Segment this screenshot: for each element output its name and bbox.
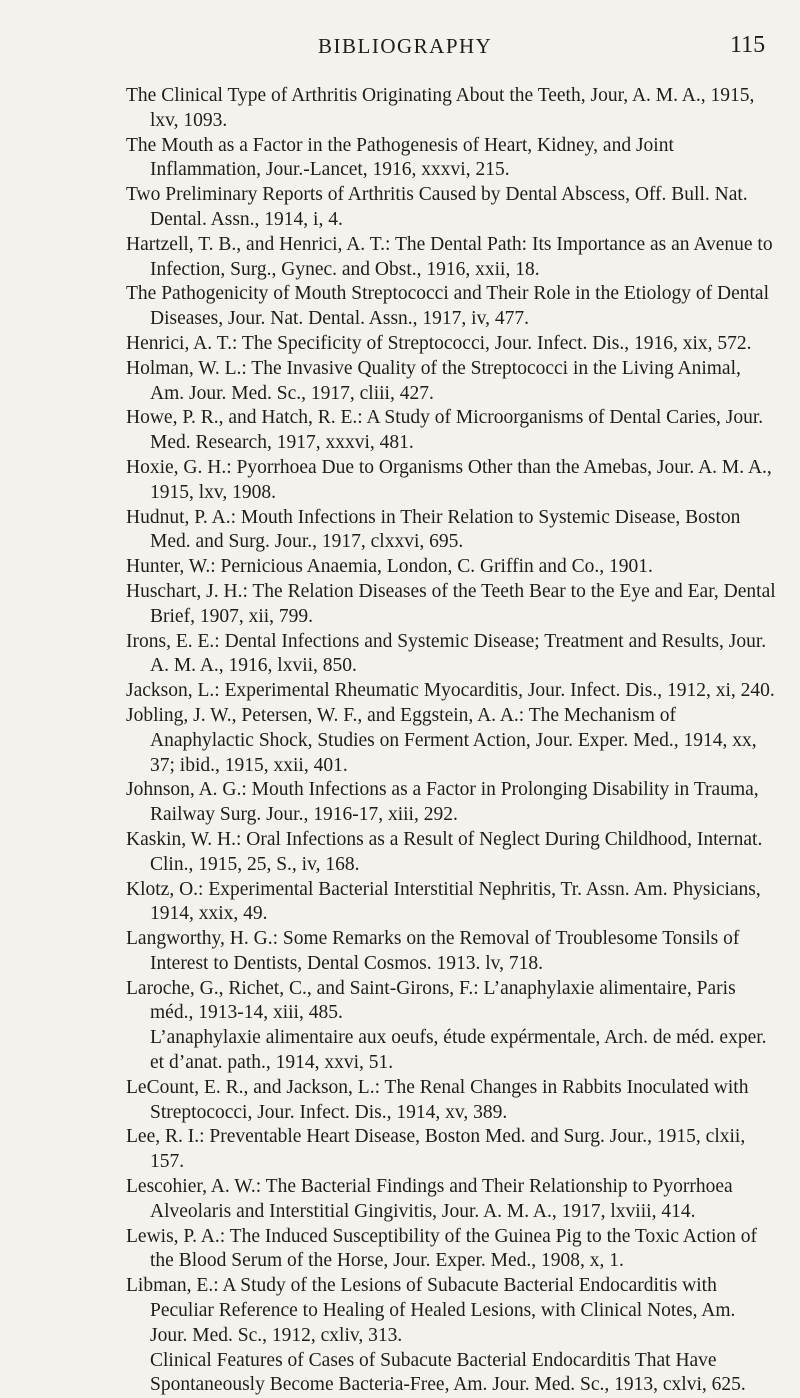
bibliography-entry: Howe, P. R., and Hatch, R. E.: A Study of Microorganisms of Dental Caries, Jour. Med. Research, 1917, xxxvi, 481. [126,407,764,454]
bibliography-entry: Hoxie, G. H.: Pyorrhoea Due to Organisms Other than the Amebas, Jour. A. M. A., 1915, lxv, 1908. [126,456,772,503]
bibliography-entry: Johnson, A. G.: Mouth Infections as a Factor in Prolonging Disability in Trauma, Railway Surg. Jour., 1916-17, xiii, 292. [126,779,759,826]
bibliography-entry: Jackson, L.: Experimental Rheumatic Myocarditis, Jour. Infect. Dis., 1912, xi, 240. [126,680,775,702]
bibliography-entry: L’anaphylaxie alimentaire aux oeufs, étude expérmentale, Arch. de méd. exper. et d’anat. path., 1914, xxvi, 51. [150,1027,767,1074]
bibliography-entry: Henrici, A. T.: The Specificity of Streptococci, Jour. Infect. Dis., 1916, xix, 572. [126,332,752,354]
bibliography-entry: The Clinical Type of Arthritis Originating About the Teeth, Jour, A. M. A., 1915, lxv, 1093. [126,85,755,131]
bibliography-entry: Jobling, J. W., Petersen, W. F., and Eggstein, A. A.: The Mechanism of Anaphylactic Shock, Studies on Ferment Action, Jour. Exper. Med., 1914, xx, 37; ibid., 1915, xxii, 401. [126,704,757,776]
bibliography-entry: Holman, W. L.: The Invasive Quality of the Streptococci in the Living Animal, Am. Jour. Med. Sc., 1917, cliii, 427. [126,357,741,404]
bibliography-entry: Clinical Features of Cases of Subacute Bacterial Endocarditis That Have Spontaneously Become Bacteria-Free, Am. Jour. Med. Sc., 1913, cxlvi, 625. [150,1349,746,1396]
bibliography-entry: Hartzell, T. B., and Henrici, A. T.: The Dental Path: Its Importance as an Avenue to Infection, Surg., Gynec. and Obst., 1916, xxii, 18. [126,233,773,280]
bibliography-entry: Laroche, G., Richet, C., and Saint-Girons, F.: L’anaphylaxie alimentaire, Paris méd., 1913-14, xiii, 485. [126,977,736,1024]
bibliography-entry: The Mouth as a Factor in the Pathogenesis of Heart, Kidney, and Joint Inflammation, Jour.-Lancet, 1916, xxxvi, 215. [126,134,674,181]
bibliography-entry: The Pathogenicity of Mouth Streptococci and Their Role in the Etiology of Dental Diseases, Jour. Nat. Dental. Assn., 1917, iv, 477. [126,283,769,330]
bibliography-entry: Hunter, W.: Pernicious Anaemia, London, C. Griffin and Co., 1901. [126,556,653,578]
bibliography-entry: Two Preliminary Reports of Arthritis Caused by Dental Abscess, Off. Bull. Nat. Dental. Assn., 1914, i, 4. [126,184,748,230]
bibliography-entry: Lescohier, A. W.: The Bacterial Findings and Their Relationship to Pyorrhoea Alveolaris and Interstitial Gingivitis, Jour. A. M. A., 1917, lxviii, 414. [126,1176,733,1222]
bibliography-entry: Klotz, O.: Experimental Bacterial Interstitial Nephritis, Tr. Assn. Am. Physicians, 1914, xxix, 49. [126,878,761,925]
bibliography-entry: Libman, E.: A Study of the Lesions of Subacute Bacterial Endocarditis with Peculiar Reference to Healing of Healed Lesions, with Clinical Notes, Am. Jour. Med. Sc., 1912, cxliv, 313. [126,1275,736,1346]
bibliography-entry: Langworthy, H. G.: Some Remarks on the Removal of Troublesome Tonsils of Interest to Dentists, Dental Cosmos. 1913. lv, 718. [126,928,740,974]
bibliography-list [126,84,776,1398]
running-head [0,34,800,64]
bibliography-entry: Hudnut, P. A.: Mouth Infections in Their Relation to Systemic Disease, Boston Med. and Surg. Jour., 1917, clxxvi, 695. [126,506,741,553]
bibliography-entry: Irons, E. E.: Dental Infections and Systemic Disease; Treatment and Results, Jour. A. M. A., 1916, lxvii, 850. [126,630,767,677]
page-number: 115 [730,32,766,58]
bibliography-entry: Lewis, P. A.: The Induced Susceptibility of the Guinea Pig to the Toxic Action of the Blood Serum of the Horse, Jour. Exper. Med., 1908, x, 1. [126,1225,758,1272]
bibliography-entry: Lee, R. I.: Preventable Heart Disease, Boston Med. and Surg. Jour., 1915, clxii, 157. [126,1126,746,1173]
bibliography-entry: Huschart, J. H.: The Relation Diseases of the Teeth Bear to the Eye and Ear, Dental Brief, 1907, xii, 799. [126,580,776,627]
bibliography-entry: Kaskin, W. H.: Oral Infections as a Result of Neglect During Childhood, Internat. Clin., 1915, 25, S., iv, 168. [126,828,763,875]
running-title: BIBLIOGRAPHY [318,34,493,58]
bibliography-entry: LeCount, E. R., and Jackson, L.: The Renal Changes in Rabbits Inoculated with Streptococci, Jour. Infect. Dis., 1914, xv, 389. [126,1076,749,1123]
